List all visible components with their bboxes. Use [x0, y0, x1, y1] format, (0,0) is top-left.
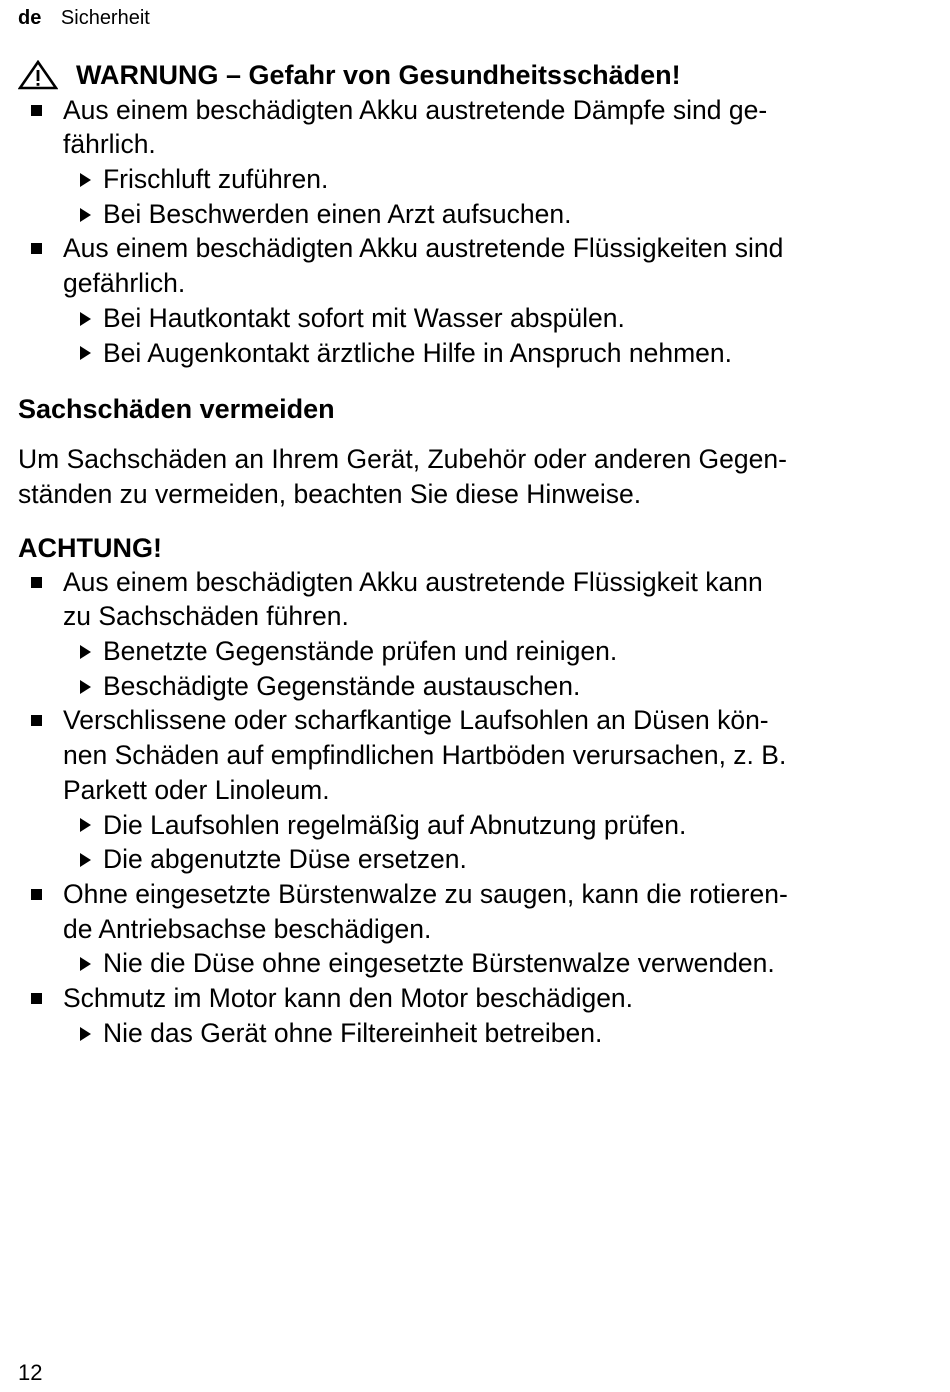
action-step-text: Frischluft zuführen. — [103, 164, 329, 195]
action-step — [18, 808, 938, 843]
arrow-right-icon — [80, 645, 91, 659]
action-step — [18, 946, 938, 981]
action-step — [18, 162, 938, 197]
list-item — [18, 93, 938, 162]
list-item-text: Ohne eingesetzte Bürstenwalze zu saugen, kann die rotieren- — [63, 878, 788, 909]
list-item-text: de Antriebsachse beschädigen. — [63, 913, 432, 944]
arrow-right-icon — [80, 818, 91, 832]
list-item-text: Aus einem beschädigten Akku austretende Dämpfe sind ge- — [63, 94, 768, 125]
section-heading: Sachschäden vermeiden — [18, 394, 335, 425]
action-step — [18, 1016, 938, 1051]
list-item-text: zu Sachschäden führen. — [63, 601, 349, 632]
bullet-square-icon — [31, 577, 42, 588]
warning-triangle-icon — [18, 60, 58, 90]
action-step — [18, 301, 938, 336]
action-step-text: Benetzte Gegenstände prüfen und reinigen. — [103, 636, 618, 667]
list-item-text: Aus einem beschädigten Akku austretende Flüssigkeit kann — [63, 566, 763, 597]
action-step — [18, 197, 938, 232]
list-item-text: Schmutz im Motor kann den Motor beschädigen. — [63, 983, 634, 1014]
action-step-text: Bei Hautkontakt sofort mit Wasser abspülen. — [103, 302, 625, 333]
warning-heading — [18, 58, 938, 93]
arrow-right-icon — [80, 853, 91, 867]
page-number: 12 — [18, 1360, 43, 1385]
action-step-text: Nie die Düse ohne eingesetzte Bürstenwalze verwenden. — [103, 948, 775, 979]
bullet-square-icon — [31, 715, 42, 726]
arrow-right-icon — [80, 312, 91, 326]
list-item-text: nen Schäden auf empfindlichen Hartböden verursachen, z. B. — [63, 740, 787, 771]
action-step — [18, 669, 938, 704]
bullet-square-icon — [31, 105, 42, 116]
list-item-text: Aus einem beschädigten Akku austretende Flüssigkeiten sind — [63, 233, 784, 264]
bullet-square-icon — [31, 243, 42, 254]
list-item-text: Verschlissene oder scharfkantige Laufsohlen an Düsen kön- — [63, 705, 769, 736]
action-step-text: Die abgenutzte Düse ersetzen. — [103, 844, 467, 875]
arrow-right-icon — [80, 346, 91, 360]
caution-heading: ACHTUNG! — [18, 532, 162, 563]
action-step-text: Bei Augenkontakt ärztliche Hilfe in Anspruch nehmen. — [103, 337, 733, 368]
action-step — [18, 336, 938, 371]
arrow-right-icon — [80, 173, 91, 187]
action-step-text: Nie das Gerät ohne Filtereinheit betreiben. — [103, 1017, 603, 1048]
intro-paragraph — [18, 442, 938, 511]
page-header — [18, 5, 150, 31]
paragraph-line: Um Sachschäden an Ihrem Gerät, Zubehör oder anderen Gegen- — [18, 444, 787, 475]
bullet-square-icon — [31, 993, 42, 1004]
action-step-text: Beschädigte Gegenstände austauschen. — [103, 670, 581, 701]
arrow-right-icon — [80, 957, 91, 971]
arrow-right-icon — [80, 208, 91, 222]
list-item — [18, 981, 938, 1016]
page-content — [18, 58, 938, 1050]
warning-title: WARNUNG – Gefahr von Gesundheitsschäden! — [76, 60, 681, 90]
list-item-text: gefährlich. — [63, 268, 186, 299]
paragraph-line: ständen zu vermeiden, beachten Sie diese Hinweise. — [18, 478, 642, 509]
list-item-text: Parkett oder Linoleum. — [63, 774, 330, 805]
arrow-right-icon — [80, 680, 91, 694]
list-item-text: fährlich. — [63, 129, 156, 160]
bullet-square-icon — [31, 889, 42, 900]
arrow-right-icon — [80, 1027, 91, 1041]
action-step — [18, 634, 938, 669]
list-item — [18, 703, 938, 807]
action-step-text: Die Laufsohlen regelmäßig auf Abnutzung prüfen. — [103, 809, 687, 840]
list-item — [18, 877, 938, 946]
list-item — [18, 231, 938, 300]
action-step-text: Bei Beschwerden einen Arzt aufsuchen. — [103, 198, 572, 229]
list-item — [18, 565, 938, 634]
section-title: Sicherheit — [60, 7, 150, 29]
action-step — [18, 842, 938, 877]
language-code: de — [18, 7, 42, 29]
